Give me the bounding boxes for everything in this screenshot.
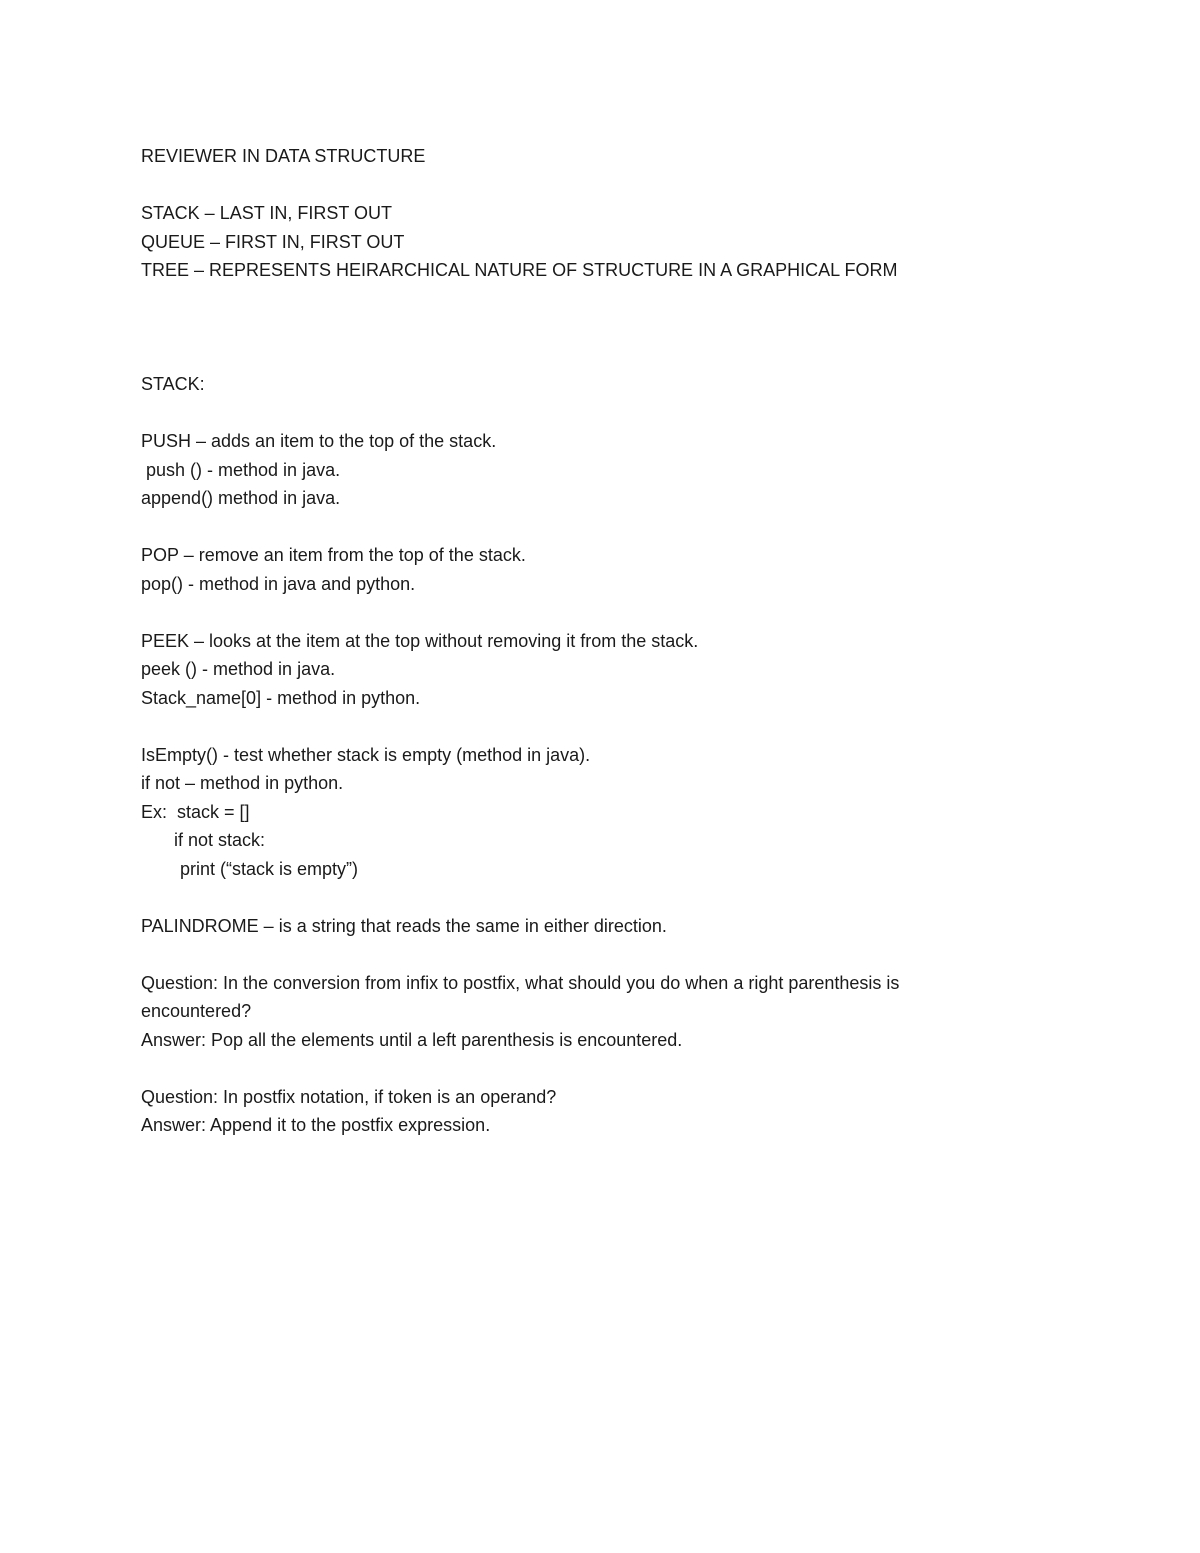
pop-definition: POP – remove an item from the top of the stack.: [141, 545, 526, 565]
definition-queue: QUEUE – FIRST IN, FIRST OUT: [141, 231, 405, 252]
document-body: [141, 142, 1041, 1140]
question-text: Question: In postfix notation, if token is an operand?: [141, 1086, 557, 1107]
isempty-python-method: if not – method in python.: [141, 773, 344, 793]
definition-tree: TREE – REPRESENTS HEIRARCHICAL NATURE OF STRUCTURE IN A GRAPHICAL FORM: [141, 260, 898, 280]
question-text: encountered?: [141, 1001, 252, 1021]
isempty-example-line: print (“stack is empty”): [180, 858, 359, 879]
definition-stack: STACK – LAST IN, FIRST OUT: [141, 203, 393, 223]
spacer: [141, 285, 1041, 371]
document-title: REVIEWER IN DATA STRUCTURE: [141, 146, 426, 166]
answer-text: Answer: Append it to the postfix expression.: [141, 1115, 491, 1135]
spacer: [141, 171, 1041, 200]
push-java-method: push () - method in java.: [146, 459, 341, 480]
stack-heading: STACK:: [141, 374, 205, 394]
push-definition: PUSH – adds an item to the top of the stack.: [141, 431, 497, 451]
spacer: [141, 712, 1041, 741]
peek-python-method: Stack_name[0] - method in python.: [141, 687, 421, 708]
spacer: [141, 940, 1041, 969]
pop-method: pop() - method in java and python.: [141, 573, 416, 594]
question-text: Question: In the conversion from infix to postfix, what should you do when a right parenthesis is: [141, 972, 900, 993]
push-append-method: append() method in java.: [141, 488, 341, 508]
answer-text: Answer: Pop all the elements until a left parenthesis is encountered.: [141, 1029, 683, 1050]
spacer: [141, 513, 1041, 542]
palindrome-definition: PALINDROME – is a string that reads the same in either direction.: [141, 915, 667, 936]
peek-definition: PEEK – looks at the item at the top without removing it from the stack.: [141, 630, 699, 651]
isempty-example-line: if not stack:: [174, 830, 266, 850]
peek-java-method: peek () - method in java.: [141, 659, 336, 679]
isempty-example-line: Ex: stack = []: [141, 801, 250, 822]
isempty-definition: IsEmpty() - test whether stack is empty (method in java).: [141, 744, 591, 765]
spacer: [141, 1054, 1041, 1083]
spacer: [141, 883, 1041, 912]
spacer: [141, 399, 1041, 428]
spacer: [141, 598, 1041, 627]
